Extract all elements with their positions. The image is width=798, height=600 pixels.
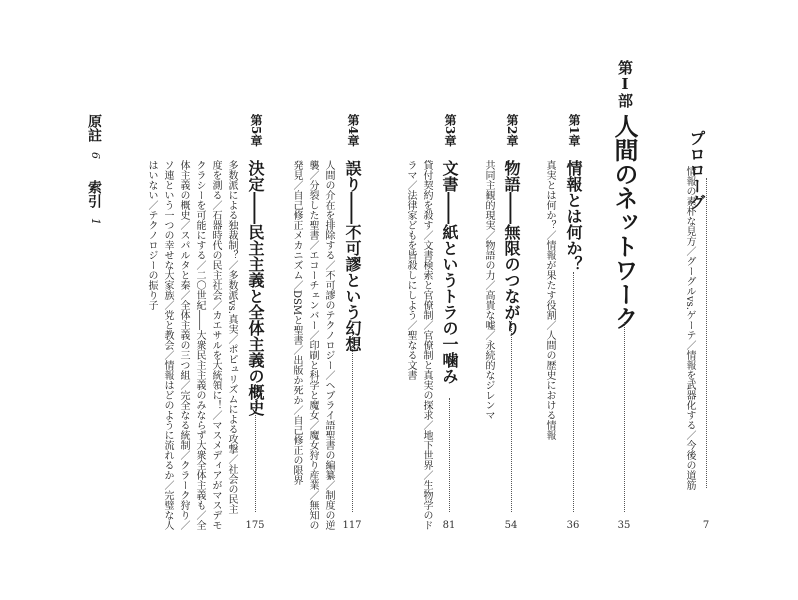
page-number-ch2: 54 <box>504 520 518 531</box>
chapter-1-summary: 真実とは何か？／情報が果たす役割／人間の歴史における情報 <box>544 160 555 440</box>
leader-dots <box>255 384 256 512</box>
prologue-title: プロローグ <box>687 130 706 210</box>
chapter-4-title: 誤り――不可謬という幻想 <box>343 160 362 352</box>
prologue-summary: 情報の素朴な見方／グーグルvs.ゲーテ／情報を武器化する／今後の道筋 <box>684 166 695 490</box>
chapter-2-title: 物語――無限のつながり <box>502 160 521 336</box>
page-number-ch1: 36 <box>566 520 580 531</box>
index-page: 1 <box>89 218 102 225</box>
chapter-2-label: 第2章 <box>505 114 519 147</box>
part-label: 第Ⅰ部 <box>616 60 634 108</box>
page-number-prologue: 7 <box>702 520 710 531</box>
chapter-1-label: 第1章 <box>567 114 581 147</box>
page-number-ch5: 175 <box>245 520 265 531</box>
leader-dots <box>352 326 353 512</box>
chapter-5-summary-line-4: 体主義の概史／スパルタと秦／全体主義の三つ組／完全なる統制／クラーク狩り／ <box>178 160 189 530</box>
chapter-5-summary-line-5: ソ連という一つの幸せな大家族／党と教会／情報はどのように流れるか／完璧な人 <box>162 160 173 530</box>
chapter-3-label: 第3章 <box>443 114 457 147</box>
page-number-part1: 35 <box>617 520 631 531</box>
chapter-5-title: 決定――民主主義と全体主義の概史 <box>246 160 265 416</box>
chapter-4-summary-line-3: 発見／自己修正メカニズム／DSMと聖書／出版か死か／自己修正の限界 <box>291 160 302 486</box>
leader-dots <box>511 318 512 512</box>
page-number-ch4: 117 <box>342 520 362 531</box>
chapter-5-summary-line-6: はいない／テクノロジーの振り子 <box>146 160 157 310</box>
chapter-5-summary-line-3: クラシーを可能にする／二〇世紀――大衆民主主義のみならず大衆全体主義も／全 <box>194 160 205 530</box>
chapter-4-label: 第4章 <box>346 114 360 147</box>
index-label: 索引 <box>86 180 102 208</box>
chapter-4-summary-line-1: 人間の介在を排除する／不可謬のテクノロジー／ヘブライ語聖書の編纂／制度の逆 <box>323 160 334 530</box>
notes-page: 6 <box>89 152 102 159</box>
chapter-3-summary-line-2: ラマ／法律家どもを皆殺しにしよう／聖なる文書 <box>405 160 416 380</box>
leader-dots <box>573 272 574 512</box>
leader-dots <box>624 322 625 512</box>
chapter-5-summary-line-1: 多数派による独裁制？／多数派vs.真実／ポピュリズムによる攻撃／社会の民主 <box>226 160 237 514</box>
chapter-4-summary-line-2: 襲／分裂した聖書／エコーチェンバー／印刷と科学と魔女／魔女狩り産業／無知の <box>307 160 318 530</box>
leader-dots <box>706 178 707 488</box>
chapter-5-label: 第5章 <box>249 114 263 147</box>
chapter-1-title: 情報とは何か？ <box>564 160 583 272</box>
part-title: 人間のネットワーク <box>610 114 639 330</box>
chapter-3-title: 文書――紙というトラの一噛み <box>440 160 459 384</box>
notes-label: 原註 <box>86 114 102 142</box>
chapter-5-summary-line-2: 度を測る／石器時代の民主社会／カエサルを大統領に！／マスメディアがマスデモ <box>210 160 221 530</box>
page-number-ch3: 81 <box>442 520 456 531</box>
chapter-3-summary-line-1: 貸付契約を殺す／文書検索と官僚制／官僚制と真実の探求／地下世界／生物学のド <box>421 160 432 530</box>
leader-dots <box>449 398 450 512</box>
chapter-2-summary: 共同主観的現実／物語の力／高貴な嘘／永続的なジレンマ <box>483 160 494 420</box>
